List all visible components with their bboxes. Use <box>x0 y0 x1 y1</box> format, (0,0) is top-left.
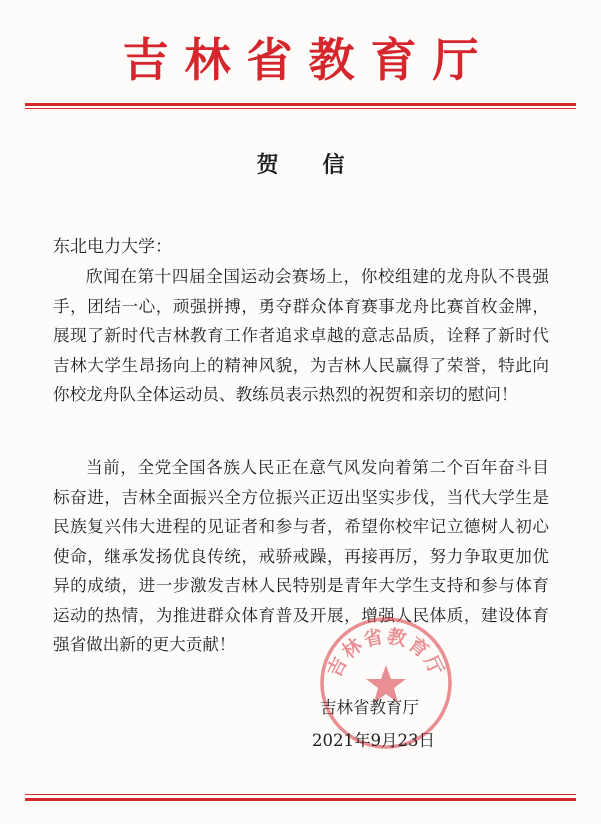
letter-paragraph-2: 当前，全党全国各族人民正在意气风发向着第二个百年奋斗目标奋进，吉林全面振兴全方位振兴正迈出坚实步伐，当代大学生是民族复兴伟大进程的见证者和参与者，希望你校牢记立德树人初心使命，继承发扬优良传统，戒骄戒躁，再接再厉，努力争取更加优异的成绩，进一步激发吉林人民特别是青年大学生支持和参与体育运动的热情，为推进群众体育普及开展，增强人民体质，建设体育强省做出新的更大贡献！ <box>53 458 549 654</box>
letterhead-rule-thin <box>25 108 576 109</box>
letterhead-org-name: 吉林省教育厅 <box>122 33 495 87</box>
letterhead-rule-thick <box>25 103 576 106</box>
letter-recipient: 东北电力大学： <box>53 237 172 257</box>
signature-date: 2021年9月23日 <box>312 731 435 750</box>
footer-rule-thick <box>25 798 576 801</box>
letter-paragraph-1: 欣闻在第十四届全国运动会赛场上，你校组建的龙舟队不畏强手，团结一心，顽强拼搏，勇夺群众体育赛事龙舟比赛首枚金牌，展现了新时代吉林教育工作者追求卓越的意志品质，诠释了新时代吉林大学生昂扬向上的精神风貌，为吉林人民赢得了荣誉，特此向你校龙舟队全体运动员、教练员表示热烈的祝贺和亲切的慰问！ <box>53 267 549 404</box>
signature-organization: 吉林省教育厅 <box>320 698 419 717</box>
footer-rule-thin <box>25 794 576 795</box>
letter-title: 贺 信 <box>256 152 363 178</box>
svg-text:吉林省教育厅: 吉林省教育厅 <box>323 625 449 681</box>
